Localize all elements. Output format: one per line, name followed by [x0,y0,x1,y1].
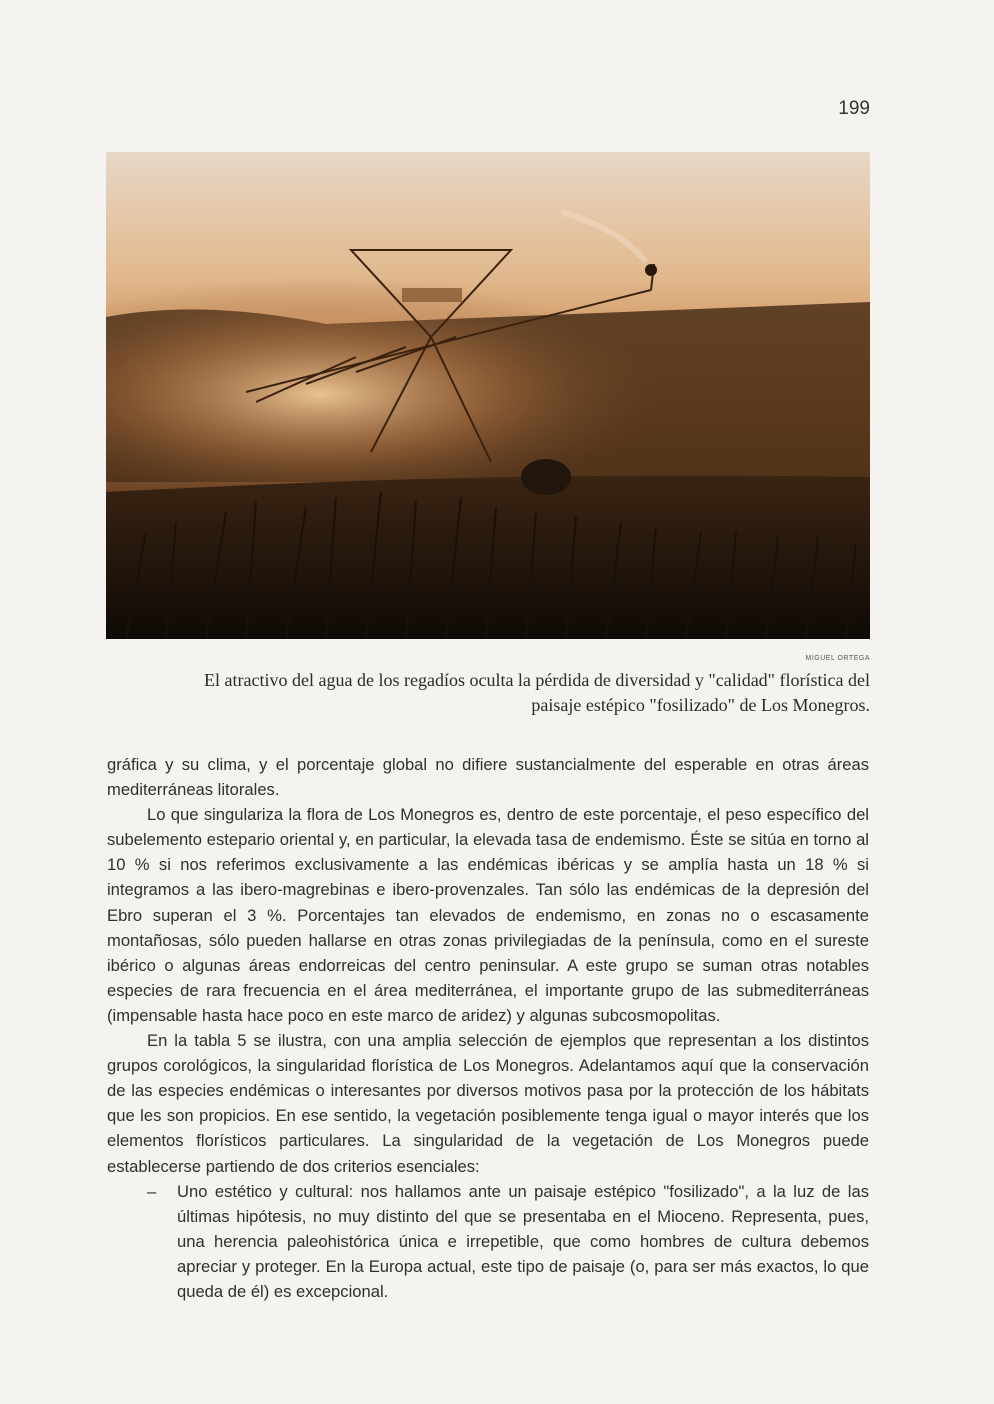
body-text [107,752,869,1304]
caption-line: paisaje estépico "fosilizado" de Los Monegros. [531,695,870,715]
paragraph: En la tabla 5 se ilustra, con una amplia selección de ejemplos que representan a los distintos grupos corológicos, la singularidad florística de Los Monegros. Adelantamos aquí que la conservación de las especies endémicas o interesantes por diversos motivos pasa por la protección de los hábitats que les son propicios. En ese sentido, la vegetación posiblemente tenga igual o mayor interés que los elementos florísticos particulares. La singularidad de la vegetación de Los Monegros puede establecerse partiendo de dos criterios esenciales: [107,1031,869,1176]
paragraph: gráfica y su clima, y el porcentaje global no difiere sustancialmente del esperable en otras áreas mediterráneas litorales. [107,755,869,800]
paragraph: Lo que singulariza la flora de Los Monegros es, dentro de este porcentaje, el peso específico del subelemento estepario oriental y, en particular, la elevada tasa de endemismo. Éste se sitúa en torno al 10 % si nos referimos exclusivamente a las endémicas ibéricas y se amplía hasta un 18 % si integramos a las ibero-magrebinas e ibero-provenzales. Tan sólo las endémicas de la depresión del Ebro superan el 3 %. Porcentajes tan elevados de endemismo, en zonas no o escasamente montañosas, sólo pueden hallarse en otras zonas privilegiadas de la península, como en el sureste ibérico o algunas áreas endorreicas del centro peninsular. A este grupo se suman otras notables especies de rara frecuencia en el área mediterránea, el importante grupo de las submediterráneas (impensable hasta hace poco en este marco de aridez) y algunas subcosmopolitas. [107,805,869,1025]
irrigation-photo [106,152,870,639]
bullet-marker: – [147,1181,157,1201]
page-number: 199 [838,98,870,119]
photo-credit: MIGUEL ORTEGA [805,655,870,662]
bullet-text: Uno estético y cultural: nos hallamos ante un paisaje estépico "fosilizado", a la luz de las últimas hipótesis, no muy distinto del que se presentaba en el Mioceno. Representa, pues, una herencia paleohistórica única e irrepetible, que como hombres de cultura debemos apreciar y proteger. En la Europa actual, este tipo de paisaje (o, para ser más exactos, lo que queda de él) es excepcional. [177,1181,869,1301]
caption-line: El atractivo del agua de los regadíos oculta la pérdida de diversidad y "calidad" florística del [204,670,870,690]
list-item [107,1179,869,1304]
photo-caption [150,668,870,718]
photo-illustration [106,152,870,639]
